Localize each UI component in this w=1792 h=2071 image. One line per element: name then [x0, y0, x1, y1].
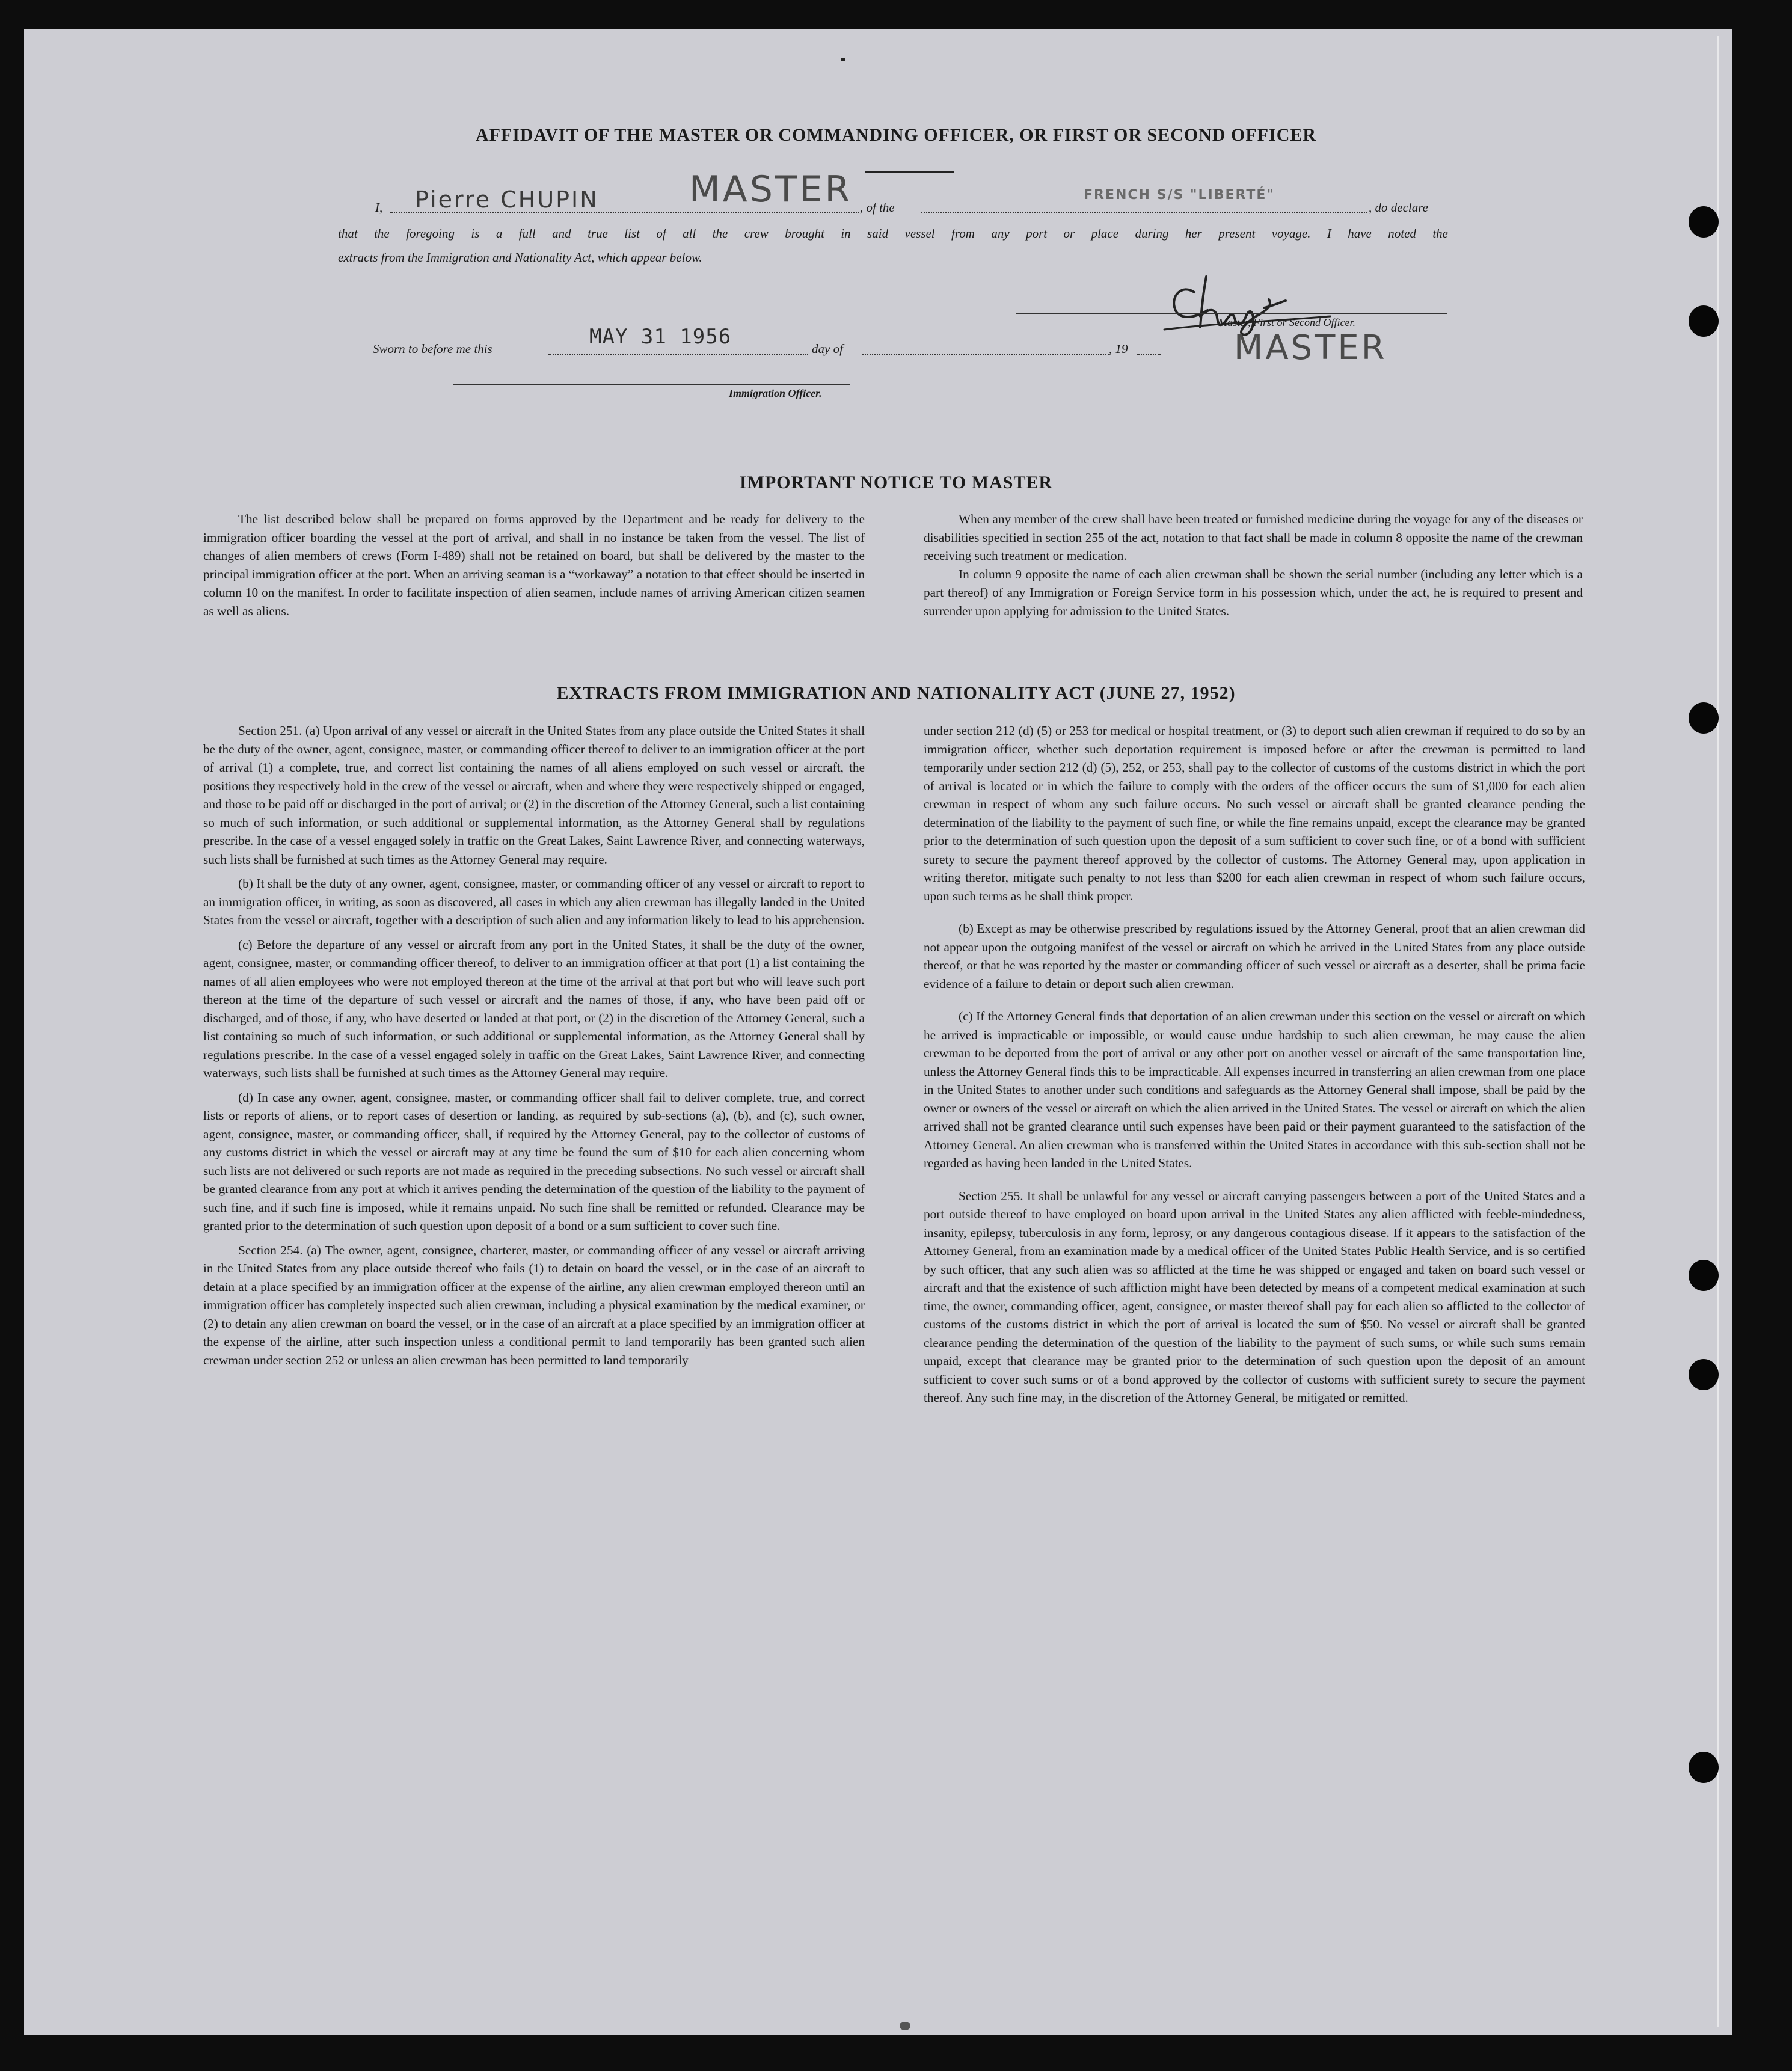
declaration-line-1: that the foregoing is a full and true list of all the crew brought in said vessel from any port or place during her present voyage. I have noted the — [338, 226, 1448, 241]
of-the-label: , of the — [860, 200, 895, 215]
day-of-label: day of — [812, 342, 843, 356]
section-251-c: (c) Before the departure of any vessel or aircraft from any port in the United States, it shall be the duty of the owner, agent, consignee, master, or commanding officer thereof, to deliver to an immigration officer at that port (1) a list containing the names of all alien employees who were not employed thereon at the time of the arrival at that port but who will leave such port thereon at the time of the departure of such vessel or aircraft and the names of those, if any, who have been paid off or discharged, and of those, if any, who have deserted or landed at that port, or (2) in the discretion of the Attorney General, such a list containing so much of such information, or such additional or supplemental information, as the Attorney General shall by regulations prescribe. In the case of a vessel engaged solely in traffic on the Great Lakes, Saint Lawrence River, and connecting waterways, such lists shall be furnished at such times as the Attorney General may require. — [203, 937, 865, 1080]
scan-speck — [841, 58, 845, 61]
section-251-d: (d) In case any owner, agent, consignee, master, or commanding officer shall fail to deliver complete, true, and correct lists or reports of aliens, or to report cases of desertion or landing, as required by sub-sections (a), (b), and (c), such owner, agent, consignee, master, or commanding officer, shall, if required by the Attorney General, pay to the collector of customs of any customs district in which the vessel or aircraft may at any time be found the sum of $10 for each alien concerning whom such lists are not delivered or such reports are not made as required in the preceding subsections. No such vessel or aircraft shall be granted clearance from any port at which it arrives pending the determination of the question of the liability to the payment of such fine, and if such fine is imposed, while it remains unpaid. No such fine shall be remitted or refunded. Clearance may be granted prior to the determination of such question upon deposit of a bond or a sum sufficient to cover such fine. — [203, 1090, 865, 1233]
notice-right-column — [924, 510, 1583, 626]
notice-right-paragraph-1: When any member of the crew shall have been treated or furnished medicine during the voyage for any of the diseases or disabilities specified in section 255 of the act, notation to that fact shall be made in column 8 opposite the name of the crewman receiving such treatment or medication. — [924, 512, 1583, 563]
month-line — [862, 354, 1109, 355]
affidavit-title: AFFIDAVIT OF THE MASTER OR COMMANDING OFFICER, OR FIRST OR SECOND OFFICER — [475, 125, 1317, 145]
sworn-label: Sworn to before me this — [373, 342, 492, 356]
punch-hole — [1689, 206, 1719, 238]
section-254-a: Section 254. (a) The owner, agent, consignee, charterer, master, or commanding officer of any vessel or aircraft arriving in the United States from any place outside thereof who fails (1) to detain on board the vessel, or in the case of an aircraft to detain at a place specified by an immigration officer at the expense of the airline, any alien crewman employed thereon until an immigration officer has completely inspected such alien crewman, including a physical examination by the medical examiner, or (2) to detain any alien crewman on board the vessel, or in the case of an aircraft at a place specified by an immigration officer at the expense of the airline, after such inspection unless a conditional permit to land temporarily has been granted such alien crewman under section 252 or unless an alien crewman has been permitted to land temporarily — [203, 1242, 865, 1367]
declaration-line-2: extracts from the Immigration and Nationality Act, which appear below. — [338, 250, 702, 265]
immigration-officer-line — [453, 384, 850, 385]
vessel-line — [921, 212, 1367, 213]
year-prefix: , 19 — [1109, 342, 1128, 356]
sworn-date: MAY 31 1956 — [589, 325, 732, 349]
punch-hole — [1689, 305, 1719, 337]
section-251-b: (b) It shall be the duty of any owner, agent, consignee, master, or commanding officer of any vessel or aircraft to report to an immigration officer, in writing, as soon as discovered, all cases in which any alien crewman has illegally landed in the United States from the vessel or aircraft, together with a description of such alien and any information likely to lead to his apprehension. — [203, 876, 865, 927]
master-name: Pierre CHUPIN — [415, 186, 599, 213]
rank-stamp: MASTER — [689, 168, 853, 210]
sworn-date-line — [548, 354, 808, 355]
section-255: Section 255. It shall be unlawful for any vessel or aircraft carrying passengers between a port of the United States and a port outside thereof to have employed on board upon arrival in the United States any alien afflicted with feeble-mindedness, insanity, epilepsy, tuberculosis in any form, leprosy, or any dangerous contagious disease. If it appears to the satisfaction of the Attorney General, from an examination made by a medical officer of the United States Public Health Service, and is so certified by such officer, that any such alien was so afflicted at the time he was shipped or engaged and taken on board such vessel or aircraft and that the existence of such affliction might have been detected by means of a competent medical examination at such time, the owner, commanding officer, agent, consignee, or master thereof shall pay for each alien so afflicted to the collector of customs of the customs district in which the port of arrival is located the sum of $50. No vessel or aircraft shall be granted clearance pending the determination of the question of the liability to the payment of such sums, or while such sums remain unpaid, except that clearance may be granted prior to the determination of such question upon the deposit of an amount sufficient to cover such sums or of a bond approved by the collector of customs with sufficient surety to secure the payment thereof. Any such fine may, in the discretion of the Attorney General, be mitigated or remitted. — [924, 1188, 1585, 1405]
immigration-officer-caption: Immigration Officer. — [729, 387, 822, 399]
signature-stamp: MASTER — [1234, 328, 1387, 367]
year-line — [1137, 354, 1161, 355]
sheet-edge — [1717, 36, 1719, 2027]
notice-heading: IMPORTANT NOTICE TO MASTER — [739, 473, 1053, 492]
punch-hole — [1689, 1359, 1719, 1390]
extracts-right-column — [924, 722, 1585, 1413]
extracts-left-column — [203, 722, 865, 1375]
punch-hole — [1689, 1752, 1719, 1783]
do-declare-label: , do declare — [1369, 200, 1428, 215]
title-underline — [865, 171, 954, 173]
section-254-b: (b) Except as may be otherwise prescribed by regulations issued by the Attorney General, proof that an alien crewman did not appear upon the outgoing manifest of the vessel or aircraft on which he arrived in the United States from any place outside thereof, or that he was reported by the master or commanding officer of such vessel or aircraft as a deserter, shall be prima facie evidence of a failure to detain or deport such alien crewman. — [924, 921, 1585, 991]
vessel-stamp: FRENCH S/S "LIBERTÉ" — [1084, 188, 1275, 203]
scan-speck — [900, 2022, 910, 2030]
section-251-a: Section 251. (a) Upon arrival of any vessel or aircraft in the United States from any place outside the United States it shall be the duty of the owner, agent, consignee, master, or commanding officer thereof to deliver to an immigration officer at the port of arrival (1) a complete, true, and correct list containing the names of all aliens employed on such vessel or aircraft, the positions they respectively hold in the crew of the vessel or aircraft, when and where they were respectively shipped or engaged, and those to be paid off or discharged in the port of arrival; or (2) in the discretion of the Attorney General, such a list containing so much of such information, or such additional or supplemental information, as the Attorney General shall by regulations prescribe. In the case of a vessel engaged solely in traffic on the Great Lakes, Saint Lawrence River, and connecting waterways, such lists shall be furnished at such times as the Attorney General may require. — [203, 723, 865, 867]
section-254-a-continued: under section 212 (d) (5) or 253 for medical or hospital treatment, or (3) to deport such alien crewman if required to do so by an immigration officer, whether such deportation requirement is imposed before or after the crewman is permitted to land temporarily under section 212 (d) (5), 252, or 253, shall pay to the collector of customs of the customs district in which the port of arrival is located or in which the failure to comply with the orders of the officer occurs the sum of $1,000 for each alien crewman in respect of whom any such failure occurs. No such vessel or aircraft shall be granted clearance pending the determination of the liability to the payment of such fine, or while the fine remains unpaid, except the clearance may be granted prior to the determination of such question upon the deposit of a sum sufficient to cover such fine, or of a bond with sufficient surety to secure the payment thereof approved by the collector of customs. The Attorney General may, upon application in writing therefor, mitigate such penalty to not less than $200 for each alien crewman in respect of whom such failure occurs, upon such terms as he shall think proper. — [924, 723, 1585, 903]
officer-signature-line — [1016, 313, 1447, 314]
punch-hole — [1689, 702, 1719, 734]
notice-left-paragraph: The list described below shall be prepared on forms approved by the Department and be ready for delivery to the immigration officer boarding the vessel at the port of arrival, and shall in no instance be taken from the vessel. The list of changes of alien members of crews (Form I-489) shall not be retained on board, but shall be delivered by the master to the principal immigration officer at the port. When an arriving seaman is a “workaway” a notation to that effect should be inserted in column 10 on the manifest. In order to facilitate inspection of alien seamen, include names of arriving American citizen seamen as well as aliens. — [203, 512, 865, 618]
notice-left-column — [203, 510, 865, 626]
i-label: I, — [375, 200, 383, 215]
extracts-heading: EXTRACTS FROM IMMIGRATION AND NATIONALITY ACT (JUNE 27, 1952) — [556, 683, 1236, 703]
punch-hole — [1689, 1260, 1719, 1291]
section-254-c: (c) If the Attorney General finds that deportation of an alien crewman under this section on the vessel or aircraft on which he arrived is impracticable or impossible, or would cause undue hardship to such alien crewman, he may cause the alien crewman to be deported from the port of arrival or any other port on another vessel or aircraft of the same transportation line, unless the Attorney General finds this to be impracticable. All expenses incurred in transferring an alien crewman from one place in the United States to another under such conditions and safeguards as the Attorney General shall impose, shall be paid by the owner or owners of the vessel or aircraft on which the alien arrived in the United States. The vessel or aircraft on which the alien arrived shall not be granted clearance until such expenses have been paid or their payment guaranteed to the satisfaction of the Attorney General. An alien crewman who is transferred within the United States in accordance with this sub-section shall not be regarded as having been landed in the United States. — [924, 1009, 1585, 1170]
officer-caption: Master, First or Second Officer. — [1218, 316, 1355, 328]
notice-right-paragraph-2: In column 9 opposite the name of each alien crewman shall be shown the serial number (including any letter which is a part thereof) of any Immigration or Foreign Service form in his possession which, under the act, he is required to present and surrender upon applying for admission to the United States. — [924, 566, 1583, 618]
